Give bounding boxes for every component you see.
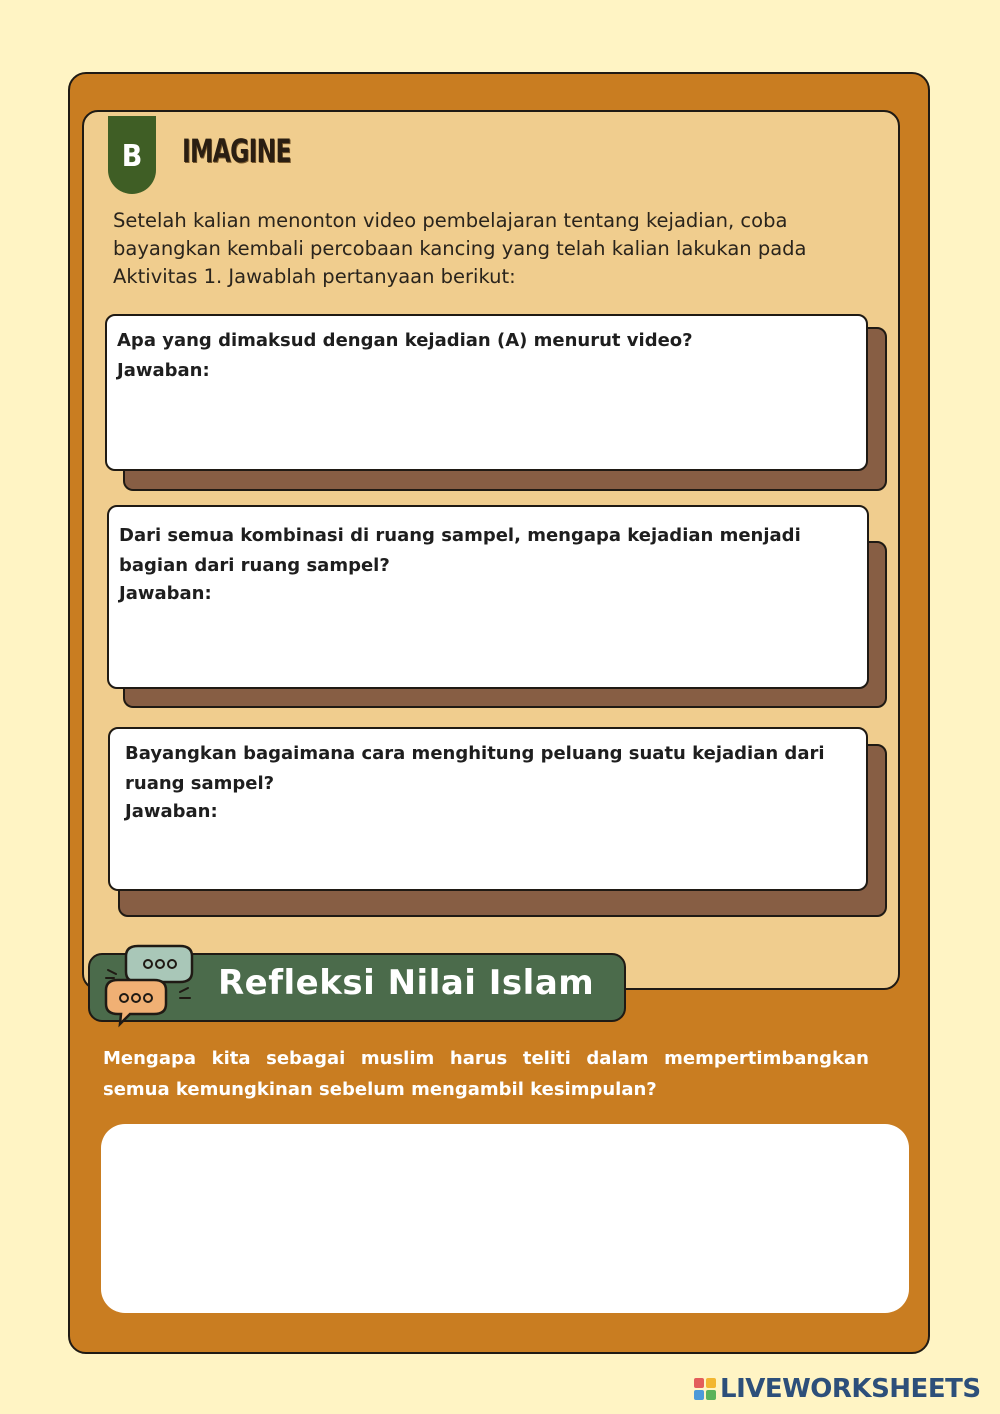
question-3-text: Bayangkan bagaimana cara menghitung peluang suatu kejadian dari ruang sampel?: [125, 743, 825, 794]
question-1-answer-label: Jawaban:: [117, 360, 210, 381]
reflection-title: Refleksi Nilai Islam: [218, 963, 595, 1003]
section-badge: B: [108, 116, 156, 194]
logo-text: LIVEWORKSHEETS: [720, 1374, 981, 1404]
question-1-box[interactable]: [105, 314, 868, 471]
question-2-box[interactable]: [107, 505, 869, 689]
liveworksheets-logo: [694, 1374, 981, 1404]
chat-bubbles-icon: [96, 940, 200, 1030]
reflection-answer-box[interactable]: [101, 1124, 909, 1313]
section-intro: Setelah kalian menonton video pembelajaran tentang kejadian, coba bayangkan kembali percobaan kancing yang telah kalian lakukan pada Aktivitas 1. Jawablah pertanyaan berikut:: [113, 209, 807, 288]
logo-grid-icon: [694, 1378, 716, 1400]
section-title: IMAGINE: [182, 132, 291, 170]
question-2-text: Dari semua kombinasi di ruang sampel, mengapa kejadian menjadi bagian dari ruang sampel?: [119, 525, 801, 576]
reflection-question: Mengapa kita sebagai muslim harus teliti dalam mempertimbangkan semua kemungkinan sebelum mengambil kesimpulan?: [103, 1048, 869, 1100]
question-1-text: Apa yang dimaksud dengan kejadian (A) menurut video?: [117, 330, 693, 351]
question-3-answer-label: Jawaban:: [125, 801, 218, 822]
question-3-box[interactable]: [108, 727, 868, 891]
question-2-answer-label: Jawaban:: [119, 583, 212, 604]
